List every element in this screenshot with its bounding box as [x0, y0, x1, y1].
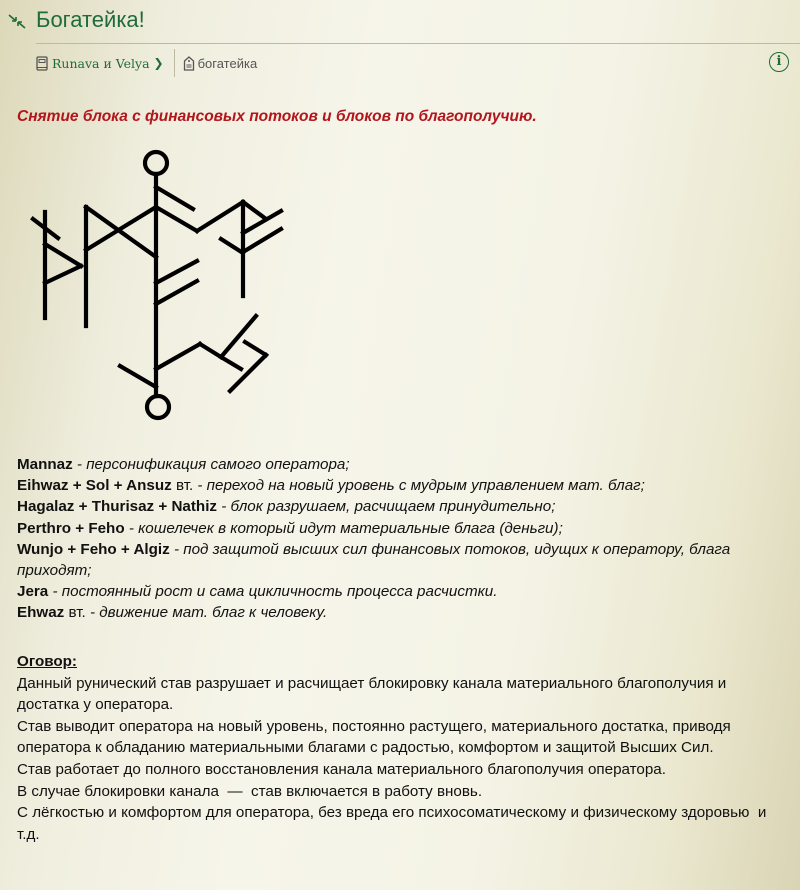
- rune-names: Mannaz: [17, 456, 73, 473]
- rune-names: Jera: [17, 583, 49, 601]
- rune-suffix: вт.: [64, 604, 86, 622]
- rune-description: - кошелечек в который идут материальные блага (деньги);: [124, 519, 563, 537]
- definition-row: [17, 475, 792, 496]
- page-tag-icon: [183, 56, 195, 71]
- breadcrumb: [36, 52, 257, 74]
- page-title: Богатейка!: [36, 7, 145, 32]
- breadcrumb-book-label: Runava и Velya: [52, 55, 150, 71]
- oath-line: Став выводит оператора на новый уровень, постоянно растущего, материального достатка, приводя оператора к обладанию материальными благами с радостью, комфортом и защитой Высших Сил.: [17, 717, 731, 757]
- content-heading: Снятие блока с финансовых потоков и блоков по благополучию.: [17, 108, 537, 125]
- rune-description: - под защитой высших сил финансовых потоков, идущих к оператору, блага приходят;: [17, 540, 731, 580]
- breadcrumb-page-label: богатейка: [197, 55, 258, 71]
- collapse-arrows-icon[interactable]: [8, 12, 26, 30]
- rune-description: - постоянный рост и сама цикличность процесса расчистки.: [48, 583, 498, 601]
- rune-definitions: [17, 454, 792, 624]
- rune-description: - переход на новый уровень с мудрым управлением мат. благ;: [193, 477, 645, 495]
- rune-bottom-circle: [147, 396, 169, 418]
- definition-row: [17, 581, 792, 602]
- chevron-right-icon: ❯: [153, 56, 164, 70]
- breadcrumb-book-link[interactable]: [36, 56, 164, 71]
- book-icon: [36, 56, 48, 71]
- rune-names: Eihwaz + Sol + Ansuz: [17, 477, 172, 495]
- rune-names: Wunjo + Feho + Algiz: [17, 540, 170, 558]
- oath-line: В случае блокировки канала — став включается в работу вновь.: [17, 782, 483, 800]
- oath-line: С лёгкостью и комфортом для оператора, без вреда его психосоматическому и физическому здоровью и т.д.: [17, 804, 771, 843]
- header-divider: [36, 43, 800, 44]
- definition-row: [17, 539, 792, 581]
- info-button[interactable]: [769, 52, 789, 72]
- oath-section: [17, 651, 792, 845]
- top-bar: [0, 0, 800, 44]
- info-icon: i: [776, 54, 782, 69]
- definition-row: [17, 602, 792, 623]
- rune-names: Perthro + Feho: [17, 519, 125, 537]
- rune-description: - блок разрушаем, расчищаем принудительно;: [217, 498, 556, 516]
- rune-top-circle: [145, 152, 167, 174]
- rune-names: Hagalaz + Thurisaz + Nathiz: [17, 498, 218, 516]
- oath-title: Оговор:: [17, 653, 77, 670]
- rune-description: - персонификация самого оператора;: [72, 456, 350, 473]
- definition-row: [17, 454, 792, 475]
- definition-row: [17, 496, 792, 517]
- rune-description: - движение мат. благ к человеку.: [85, 604, 328, 622]
- breadcrumb-page[interactable]: [183, 56, 258, 71]
- rune-names: Ehwaz: [17, 604, 65, 622]
- breadcrumb-separator: [174, 49, 175, 77]
- oath-line: Став работает до полного восстановления канала материального благополучия оператора.: [17, 760, 666, 778]
- definition-row: [17, 518, 792, 539]
- oath-line: Данный рунический став разрушает и расчищает блокировку канала материального благополучия и достатка у оператора.: [17, 674, 727, 714]
- rune-suffix: вт.: [171, 477, 194, 495]
- rune-stave-image: [0, 140, 300, 440]
